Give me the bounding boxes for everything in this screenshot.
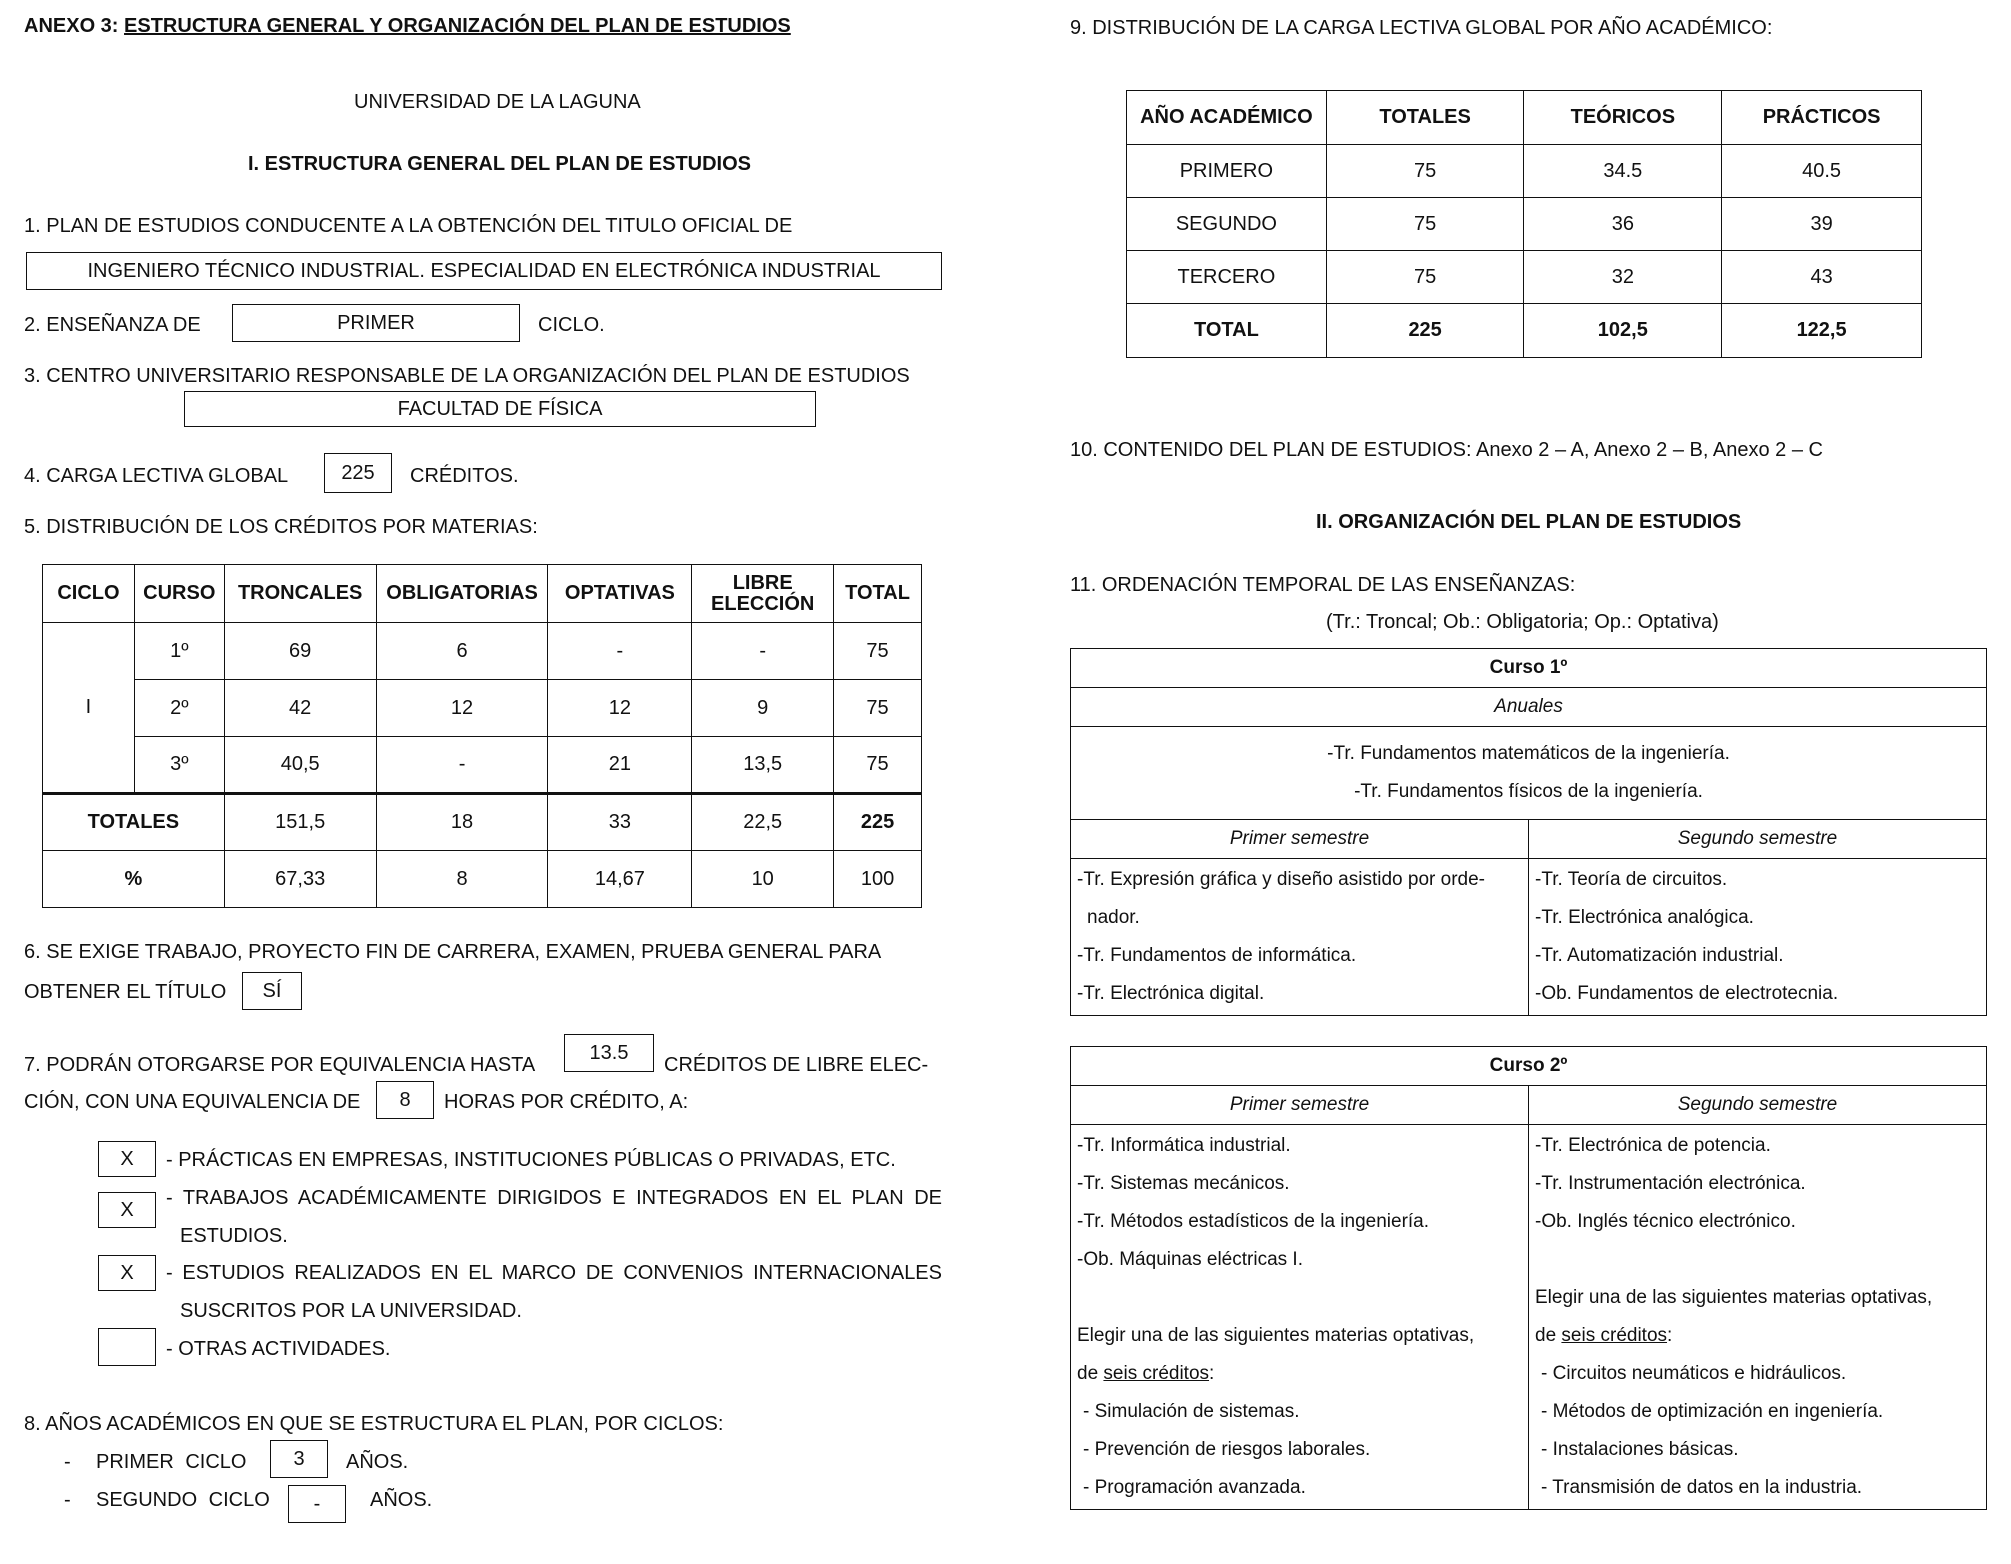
project-required-value: SÍ: [262, 979, 282, 1002]
item6-line2: OBTENER EL TÍTULO: [24, 981, 227, 1003]
credits-box: [324, 453, 392, 493]
table-cell: 43: [1722, 251, 1922, 304]
option-text: - PRÁCTICAS EN EMPRESAS, INSTITUCIONES PÚBLICAS O PRIVADAS, ETC.: [166, 1149, 896, 1171]
cycle-box: [232, 304, 520, 342]
col-header: TEÓRICOS: [1524, 91, 1722, 145]
col-header: LIBRE ELECCIÓN: [692, 565, 834, 623]
table-row: [1127, 145, 1922, 198]
item10-value: Anexo 2 – A, Anexo 2 – B, Anexo 2 – C: [1476, 439, 1823, 461]
ciclo-cell: I: [43, 623, 135, 794]
table-cell: 75: [834, 737, 922, 794]
table-cell: 225: [834, 794, 922, 851]
item11-label: 11. ORDENACIÓN TEMPORAL DE LAS ENSEÑANZAS:: [1070, 574, 1576, 596]
list-item: nador.: [1087, 907, 1140, 928]
annex-title: ESTRUCTURA GENERAL Y ORGANIZACIÓN DEL PLAN DE ESTUDIOS: [124, 15, 791, 37]
table-cell: 40,5: [224, 737, 376, 794]
percent-label: %: [43, 851, 225, 908]
optional-credits-line: de seis créditos:: [1077, 1363, 1215, 1384]
list-item: -Tr. Electrónica digital.: [1077, 983, 1265, 1004]
list-item: -Tr. Automatización industrial.: [1535, 945, 1784, 966]
section2-title: II. ORGANIZACIÓN DEL PLAN DE ESTUDIOS: [1316, 511, 1742, 533]
list-item: -Tr. Instrumentación electrónica.: [1535, 1173, 1806, 1194]
curso2-sem1-title: Primer semestre: [1071, 1086, 1529, 1125]
table-row: [43, 680, 922, 737]
list-item: - Instalaciones básicas.: [1541, 1439, 1739, 1460]
option-checkbox[interactable]: X: [98, 1141, 156, 1177]
table-row: [1127, 198, 1922, 251]
item5-label: 5. DISTRIBUCIÓN DE LOS CRÉDITOS POR MATERIAS:: [24, 516, 538, 538]
table-cell: 42: [224, 680, 376, 737]
curso1-anuales-title: Anuales: [1071, 688, 1987, 727]
option-text: SUSCRITOS POR LA UNIVERSIDAD.: [180, 1300, 522, 1322]
equiv-credits-box: [564, 1034, 654, 1072]
list-item: -Tr. Electrónica analógica.: [1535, 907, 1754, 928]
col-header: TOTALES: [1326, 91, 1524, 145]
table-cell: SEGUNDO: [1127, 198, 1327, 251]
first-cycle-years-box: [270, 1440, 328, 1478]
first-cycle-dash: -: [64, 1451, 71, 1473]
table-cell: 6: [376, 623, 548, 680]
annex-prefix: ANEXO 3:: [24, 15, 119, 37]
section1-title: I. ESTRUCTURA GENERAL DEL PLAN DE ESTUDIOS: [248, 153, 752, 175]
table-row: [43, 737, 922, 794]
optional-intro: Elegir una de las siguientes materias optativas,: [1077, 1325, 1475, 1346]
item9-label: 9. DISTRIBUCIÓN DE LA CARGA LECTIVA GLOBAL POR AÑO ACADÉMICO:: [1070, 17, 1773, 39]
item8-label: 8. AÑOS ACADÉMICOS EN QUE SE ESTRUCTURA EL PLAN, POR CICLOS:: [24, 1413, 724, 1435]
list-item: - Métodos de optimización en ingeniería.: [1541, 1401, 1884, 1422]
table-cell: 14,67: [548, 851, 692, 908]
item6-line1: 6. SE EXIGE TRABAJO, PROYECTO FIN DE CARRERA, EXAMEN, PRUEBA GENERAL PARA: [24, 941, 882, 963]
col-header: OPTATIVAS: [548, 565, 692, 623]
table-cell: TERCERO: [1127, 251, 1327, 304]
second-cycle-dash: -: [64, 1489, 71, 1511]
curso2-sem2-list: [1529, 1125, 1987, 1510]
option-text: - TRABAJOS ACADÉMICAMENTE DIRIGIDOS E INTEGRADOS EN EL PLAN DE: [166, 1187, 942, 1209]
list-item: -Tr. Teoría de circuitos.: [1535, 869, 1728, 890]
curso2-sem2-title: Segundo semestre: [1529, 1086, 1987, 1125]
table-cell: 18: [376, 794, 548, 851]
item2-label: 2. ENSEÑANZA DE: [24, 314, 201, 336]
list-item: -Tr. Sistemas mecánicos.: [1077, 1173, 1290, 1194]
option-checkbox[interactable]: X: [98, 1192, 156, 1228]
option-text: - OTRAS ACTIVIDADES.: [166, 1338, 391, 1360]
col-header: OBLIGATORIAS: [376, 565, 548, 623]
list-item: - Simulación de sistemas.: [1083, 1401, 1300, 1422]
item7-line1a: 7. PODRÁN OTORGARSE POR EQUIVALENCIA HASTA: [24, 1054, 536, 1076]
curso1-sem1-title: Primer semestre: [1071, 820, 1529, 859]
percent-row: [43, 851, 922, 908]
degree-title: INGENIERO TÉCNICO INDUSTRIAL. ESPECIALIDAD EN ELECTRÓNICA INDUSTRIAL: [87, 259, 881, 282]
list-item: -Ob. Inglés técnico electrónico.: [1535, 1211, 1796, 1232]
table-cell: 8: [376, 851, 548, 908]
second-cycle-years: -: [313, 1492, 321, 1515]
table-cell: -: [548, 623, 692, 680]
cycle-value: PRIMER: [337, 311, 415, 334]
table-cell: 100: [834, 851, 922, 908]
curso1-sem2-list: [1529, 859, 1987, 1016]
table-header-row: [43, 565, 922, 623]
col-header: AÑO ACADÉMICO: [1127, 91, 1327, 145]
curso1-anuales-list: [1071, 727, 1987, 820]
first-cycle-suffix: AÑOS.: [346, 1451, 409, 1473]
first-cycle-label: PRIMER CICLO: [96, 1451, 247, 1473]
table-cell: 75: [1326, 251, 1524, 304]
col-header: TRONCALES: [224, 565, 376, 623]
optional-credits-line: de seis créditos:: [1535, 1325, 1673, 1346]
table-cell: 39: [1722, 198, 1922, 251]
item11-legend: (Tr.: Troncal; Ob.: Obligatoria; Op.: Optativa): [1326, 611, 1719, 633]
table-cell: 225: [1326, 304, 1524, 358]
list-item: - Programación avanzada.: [1083, 1477, 1306, 1498]
center-box: [184, 391, 816, 427]
item4-label: 4. CARGA LECTIVA GLOBAL: [24, 465, 289, 487]
table-cell: 122,5: [1722, 304, 1922, 358]
list-item: -Tr. Fundamentos de informática.: [1077, 945, 1357, 966]
curso1-table: [1070, 648, 1987, 1016]
item4-suffix: CRÉDITOS.: [410, 465, 519, 487]
credits-by-subject-table: [42, 564, 922, 908]
table-cell: 69: [224, 623, 376, 680]
table-cell: 10: [692, 851, 834, 908]
center-value: FACULTAD DE FÍSICA: [397, 397, 603, 420]
item10-label: 10. CONTENIDO DEL PLAN DE ESTUDIOS:: [1070, 439, 1472, 461]
list-item: -Tr. Expresión gráfica y diseño asistido por orde-: [1077, 869, 1485, 890]
table-row: [43, 623, 922, 680]
item7-line2b: HORAS POR CRÉDITO, A:: [444, 1091, 689, 1113]
table-cell: 22,5: [692, 794, 834, 851]
table-cell: 75: [834, 623, 922, 680]
second-cycle-label: SEGUNDO CICLO: [96, 1489, 270, 1511]
list-item: -Tr. Informática industrial.: [1077, 1135, 1291, 1156]
totals-row: [43, 794, 922, 851]
table-cell: 33: [548, 794, 692, 851]
table-cell: 40.5: [1722, 145, 1922, 198]
table-cell: 36: [1524, 198, 1722, 251]
list-item: -Ob. Fundamentos de electrotecnia.: [1535, 983, 1839, 1004]
table-cell: 75: [1326, 145, 1524, 198]
project-required-box: [242, 972, 302, 1010]
table-cell: 67,33: [224, 851, 376, 908]
item10: [1070, 438, 1823, 463]
list-item: -Tr. Fundamentos matemáticos de la ingeniería.: [1327, 743, 1730, 764]
table-cell: 34.5: [1524, 145, 1722, 198]
item7-line1b: CRÉDITOS DE LIBRE ELEC-: [664, 1054, 929, 1076]
table-cell: 13,5: [692, 737, 834, 794]
optional-intro: Elegir una de las siguientes materias optativas,: [1535, 1287, 1933, 1308]
table-cell: -: [376, 737, 548, 794]
curso2-table: [1070, 1046, 1987, 1510]
credits-value: 225: [341, 461, 375, 484]
item7-line2a: CIÓN, CON UNA EQUIVALENCIA DE: [24, 1091, 361, 1113]
option-checkbox[interactable]: X: [98, 1255, 156, 1291]
table-cell: 12: [376, 680, 548, 737]
table-cell: 2º: [134, 680, 224, 737]
option-checkbox[interactable]: [98, 1328, 156, 1366]
annex-header: [24, 14, 791, 39]
table-cell: 3º: [134, 737, 224, 794]
col-header: CURSO: [134, 565, 224, 623]
list-item: -Ob. Máquinas eléctricas I.: [1077, 1249, 1303, 1270]
second-cycle-years-box: [288, 1485, 346, 1523]
table-cell: 9: [692, 680, 834, 737]
table-cell: PRIMERO: [1127, 145, 1327, 198]
table-row: [1127, 251, 1922, 304]
degree-title-box: [26, 252, 942, 290]
list-item: -Tr. Electrónica de potencia.: [1535, 1135, 1771, 1156]
table-cell: 75: [1326, 198, 1524, 251]
table-cell: 75: [834, 680, 922, 737]
table-cell: 151,5: [224, 794, 376, 851]
list-item: - Circuitos neumáticos e hidráulicos.: [1541, 1363, 1847, 1384]
curso1-title: Curso 1º: [1071, 649, 1987, 688]
totals-label: TOTALES: [43, 794, 225, 851]
table-cell: 102,5: [1524, 304, 1722, 358]
list-item: - Transmisión de datos en la industria.: [1541, 1477, 1863, 1498]
second-cycle-suffix: AÑOS.: [370, 1489, 433, 1511]
table-cell: -: [692, 623, 834, 680]
option-text: - ESTUDIOS REALIZADOS EN EL MARCO DE CONVENIOS INTERNACIONALES: [166, 1262, 942, 1284]
table-cell: 32: [1524, 251, 1722, 304]
item1-label: 1. PLAN DE ESTUDIOS CONDUCENTE A LA OBTENCIÓN DEL TITULO OFICIAL DE: [24, 215, 793, 237]
curso1-sem2-title: Segundo semestre: [1529, 820, 1987, 859]
equiv-credits-value: 13.5: [589, 1041, 629, 1064]
hours-value: 8: [399, 1088, 411, 1111]
col-header: TOTAL: [834, 565, 922, 623]
col-header: PRÁCTICOS: [1722, 91, 1922, 145]
curso2-title: Curso 2º: [1071, 1047, 1987, 1086]
load-by-year-table: [1126, 90, 1922, 358]
table-header-row: [1127, 91, 1922, 145]
option-text: ESTUDIOS.: [180, 1225, 288, 1247]
list-item: -Tr. Fundamentos físicos de la ingeniería.: [1354, 781, 1703, 802]
col-header: CICLO: [43, 565, 135, 623]
list-item: -Tr. Métodos estadísticos de la ingeniería.: [1077, 1211, 1430, 1232]
first-cycle-years: 3: [293, 1447, 305, 1470]
list-item: - Prevención de riesgos laborales.: [1083, 1439, 1371, 1460]
table-cell: 21: [548, 737, 692, 794]
table-cell: 12: [548, 680, 692, 737]
university-name: UNIVERSIDAD DE LA LAGUNA: [354, 91, 641, 113]
table-cell: 1º: [134, 623, 224, 680]
curso2-sem1-list: [1071, 1125, 1529, 1510]
item2-suffix: CICLO.: [538, 314, 605, 336]
curso1-sem1-list: [1071, 859, 1529, 1016]
table-cell: TOTAL: [1127, 304, 1327, 358]
item3-label: 3. CENTRO UNIVERSITARIO RESPONSABLE DE LA ORGANIZACIÓN DEL PLAN DE ESTUDIOS: [24, 365, 910, 387]
total-row: [1127, 304, 1922, 358]
hours-box: [376, 1081, 434, 1119]
